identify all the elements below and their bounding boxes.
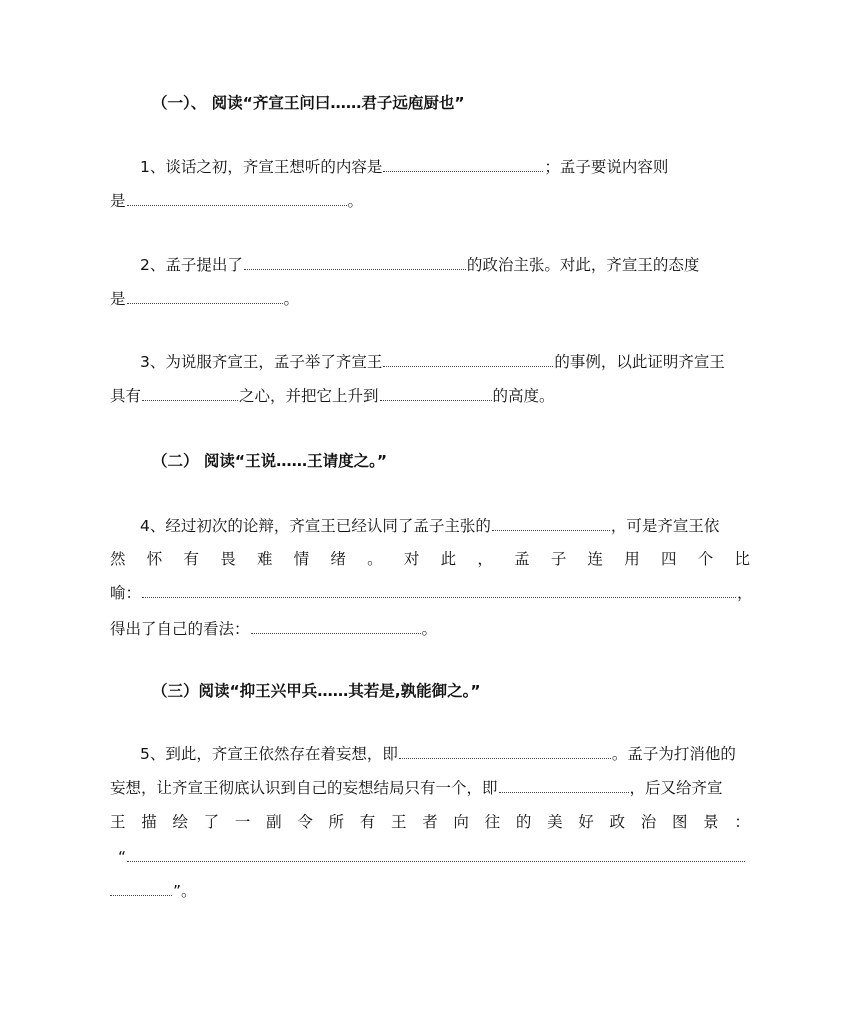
question-5-text-b: 。孟子为打消他的 xyxy=(611,745,736,763)
question-5-text-d: ，后又给齐宣 xyxy=(629,779,723,797)
question-5-line-4 xyxy=(110,846,746,868)
question-3-line-1 xyxy=(110,351,725,373)
answer-blank-4c[interactable] xyxy=(251,621,421,634)
char: 对 xyxy=(403,550,420,568)
question-5-line-3 xyxy=(110,811,750,833)
char: 用 xyxy=(624,550,640,568)
question-4-text-b: ，可是齐宣王依 xyxy=(610,517,720,535)
question-5-line-2 xyxy=(110,777,723,799)
question-4-text-d: ， xyxy=(737,584,753,602)
answer-blank-1b[interactable] xyxy=(127,193,347,206)
char: ： xyxy=(734,813,750,831)
answer-blank-1a[interactable] xyxy=(383,159,543,172)
char: 所 xyxy=(328,813,345,831)
char: 有 xyxy=(359,813,376,831)
char: 比 xyxy=(734,550,750,568)
answer-blank-5a[interactable] xyxy=(399,746,611,759)
question-4-text-c: 喻： xyxy=(110,584,142,602)
char: ， xyxy=(477,550,493,568)
answer-blank-4b[interactable] xyxy=(142,585,736,598)
char: 。 xyxy=(367,550,383,568)
question-5-line-5 xyxy=(110,880,197,902)
char: 孟 xyxy=(514,550,530,568)
char: 畏 xyxy=(220,550,236,568)
question-2-text-a: 2、孟子提出了 xyxy=(140,256,243,274)
char: 四 xyxy=(661,550,677,568)
question-3-text-c: 具有 xyxy=(110,387,142,405)
answer-blank-5d[interactable] xyxy=(110,883,172,896)
char: 绘 xyxy=(172,813,188,831)
answer-blank-4a[interactable] xyxy=(492,518,610,531)
char: 副 xyxy=(266,813,282,831)
question-3-text-e: 的高度。 xyxy=(492,387,555,405)
question-2-line-1 xyxy=(110,254,699,276)
char: 王 xyxy=(390,813,407,831)
question-2-text-d: 。 xyxy=(283,290,300,308)
question-4-text-e: 得出了自己的看法： xyxy=(110,620,250,638)
char: 政 xyxy=(609,813,626,831)
answer-blank-3c[interactable] xyxy=(380,388,492,401)
answer-blank-3b[interactable] xyxy=(142,388,238,401)
char: 往 xyxy=(484,813,501,831)
answer-blank-3a[interactable] xyxy=(383,354,553,367)
section-heading-3: （三）阅读“抑王兴甲兵……其若是,孰能御之。” xyxy=(152,682,481,700)
question-1-text-d: 。 xyxy=(347,192,364,210)
question-2-text-c: 是 xyxy=(110,290,126,308)
char: 王 xyxy=(110,813,126,831)
section-heading-1: （一）、 阅读“齐宣王问曰……君子远庖厨也” xyxy=(152,94,465,112)
char: 子 xyxy=(550,550,567,568)
question-3-line-2 xyxy=(110,385,555,407)
question-5-text-e: “ xyxy=(118,848,127,866)
question-5-text-c: 妄想，让齐宣王彻底认识到自己的妄想结局只有一个，即 xyxy=(110,779,498,797)
char: 图 xyxy=(671,813,688,831)
question-2-text-b: 的政治主张。对此，齐宣王的态度 xyxy=(466,256,700,274)
char: 景 xyxy=(703,813,719,831)
char: 然 xyxy=(110,550,126,568)
question-1-text-c: 是 xyxy=(110,192,126,210)
answer-blank-5c[interactable] xyxy=(127,849,745,862)
question-4-text-a: 4、经过初次的论辩，齐宣王已经认同了孟子主张的 xyxy=(140,517,491,535)
question-5-text-a: 5、到此，齐宣王依然存在着妄想，即 xyxy=(140,745,398,763)
char: 个 xyxy=(697,550,714,568)
char: 此 xyxy=(440,550,457,568)
char: 描 xyxy=(141,813,157,831)
question-4-line-3 xyxy=(110,582,753,604)
question-4-line-1 xyxy=(110,515,719,537)
char: 者 xyxy=(422,813,438,831)
question-1-line-2 xyxy=(110,190,363,212)
char: 令 xyxy=(297,813,313,831)
char: 怀 xyxy=(146,550,163,568)
question-3-text-d: 之心，并把它上升到 xyxy=(239,387,379,405)
question-3-text-a: 3、为说服齐宣王，孟子举了齐宣王 xyxy=(140,353,383,371)
char: 的 xyxy=(515,813,532,831)
char: 一 xyxy=(234,813,251,831)
answer-blank-2b[interactable] xyxy=(127,291,283,304)
question-5-text-f: ”。 xyxy=(173,882,197,900)
char: 难 xyxy=(256,550,273,568)
question-2-line-2 xyxy=(110,288,299,310)
char: 连 xyxy=(587,550,604,568)
question-5-line-1 xyxy=(110,743,736,765)
answer-blank-2a[interactable] xyxy=(244,257,466,270)
char: 了 xyxy=(203,813,220,831)
answer-blank-5b[interactable] xyxy=(499,780,629,793)
question-1-text-a: 1、谈话之初，齐宣王想听的内容是 xyxy=(140,158,383,176)
question-3-text-b: 的事例，以此证明齐宣王 xyxy=(554,353,725,371)
question-4-text-f: 。 xyxy=(421,620,438,638)
char: 情 xyxy=(293,550,310,568)
question-4-line-4 xyxy=(110,618,437,640)
section-heading-2: （二） 阅读“王说……王请度之。” xyxy=(152,452,388,470)
char: 好 xyxy=(578,813,594,831)
char: 治 xyxy=(640,813,657,831)
question-4-line-2 xyxy=(110,548,750,570)
char: 有 xyxy=(183,550,199,568)
char: 美 xyxy=(547,813,563,831)
question-1-text-b: ；孟子要说内容则 xyxy=(544,158,669,176)
char: 向 xyxy=(453,813,469,831)
question-1-line-1 xyxy=(110,156,668,178)
char: 绪 xyxy=(330,550,346,568)
